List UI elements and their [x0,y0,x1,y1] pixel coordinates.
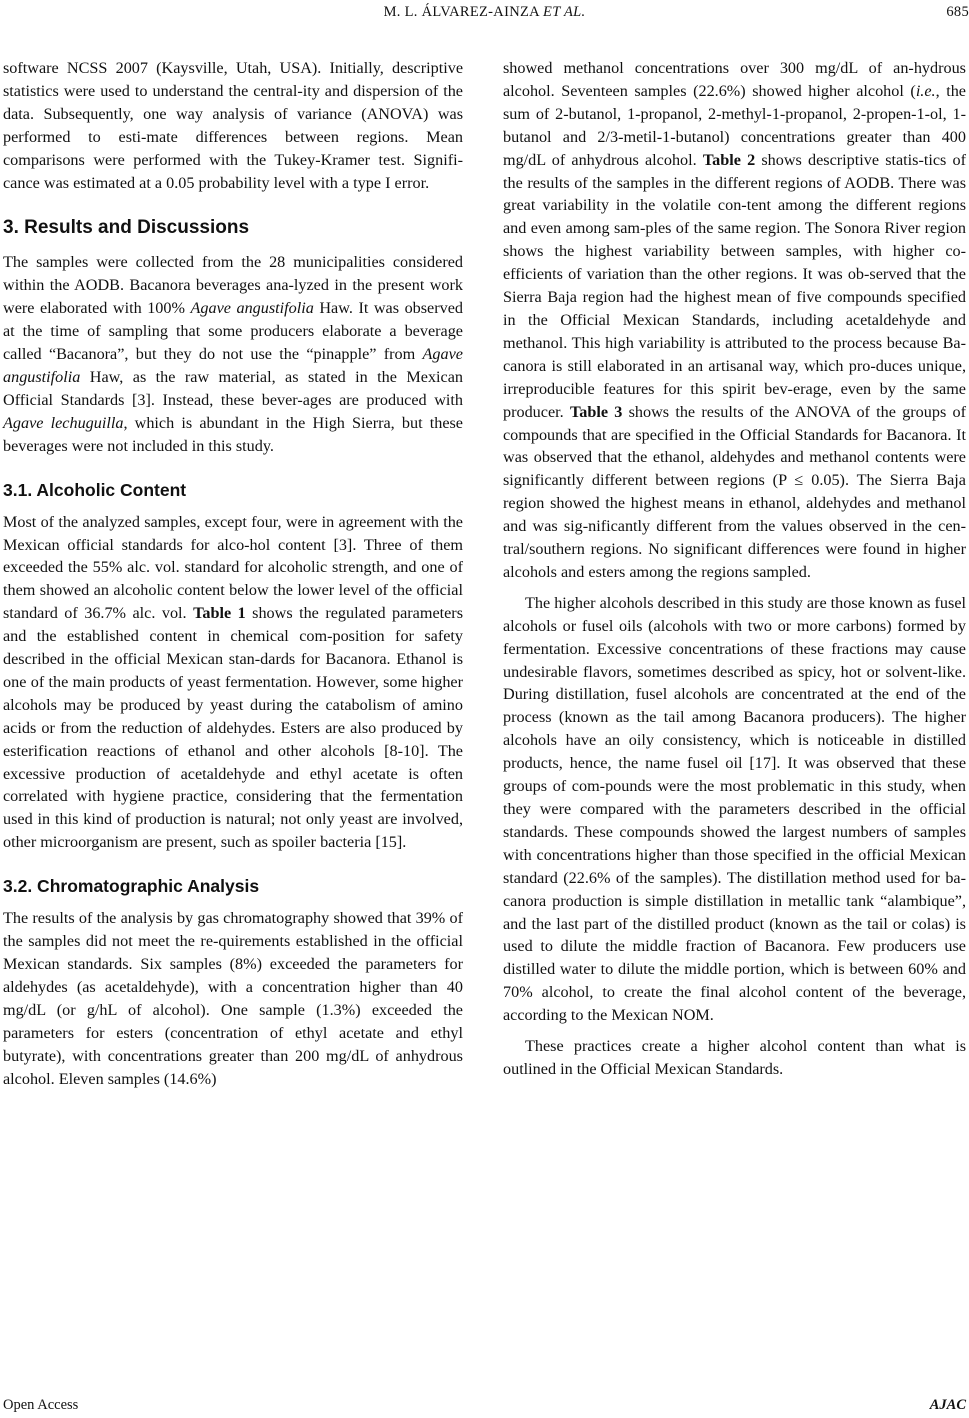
species-name: Agave angustifolia [3,345,463,386]
table-reference: Table 3 [569,402,623,421]
running-header [0,4,969,26]
text-span: shows the regulated parameters and the established content in chemical com-position for safety described in the official Mexican stan-dards for Bacanora. Ethanol is one of the main products of yeast fermentation. However, some higher alcohols may be produced by yeast during the catabolism of amino acids or from the reduction of aldehydes. Esters are also produced by esterification reactions of ethanol and other alcohols [8-10]. The excessive production of acetaldehyde and ethyl acetate is often correlated with hygiene practice, considering that the fermentation used in this kind of production is natural; not only yeast are involved, other microorganism are present, such as spoiler bacteria [15]. [3,604,463,852]
results-intro-paragraph [3,251,463,457]
section-title-results: 3. Results and Discussions [3,217,250,239]
species-name: Agave angustifolia [190,299,314,318]
text-span: , which is abundant in the High Sierra, but these beverages were not included in this study. [3,413,463,455]
text-span: Most of the analyzed samples, except four, were in agreement with the Mexican official standards for alco-hol content [3]. Three of them exceeded the 55% alc. vol. standard for alcoholic strength, and one of them showed an alcoholic content below the lower level of the official standard of 36.7% alc. vol. [3,512,463,623]
page-footer [0,1397,969,1417]
methods-paragraph: software NCSS 2007 (Kaysville, Utah, USA). Initially, descriptive statistics were used to understand the central-ity and dispersion of the data. Subsequently, one way analysis of variance (ANOVA) was performed to esti-mate differences between regions. Mean comparisons were performed with the Tukey-Kramer test. Signifi-cance was estimated at a 0.05 probability level with a type I error. [3,59,463,192]
abbreviation-ie: i.e. [915,81,936,100]
text-span: , the sum of 2-butanol, 1-propanol, 2-methyl-1-propanol, 2-propen-1-ol, 1-butanol and 2/3-metil-1-butanol) concentrations greater than 400 mg/dL of anhydrous alcohol. [503,81,966,169]
header-authors [0,4,969,21]
text-span: showed methanol concentrations over 300 mg/dL of an-hydrous alcohol. Seventeen samples (22.6%) showed higher alcohol ( [503,59,966,100]
species-name: Agave lechuguilla [3,413,124,432]
text-span: shows the results of the ANOVA of the groups of compounds that are specified in the Official Standards for Bacanora. It was observed that the ethanol, aldehydes and methanol contents were significantly different between regions (P ≤ 0.05). The Sierra Baja region showed the highest means in ethanol, aldehydes and methanol and was sig-nificantly different from the values observed in the cen-tral/southern regions. No significant differences were found in higher alcohols and esters among the regions sampled. [503,402,966,581]
journal-abbreviation: AJAC [929,1397,966,1413]
right-column [503,57,966,1081]
page-number: 685 [946,4,969,20]
chromatographic-continued-paragraph [503,57,966,584]
subsection-title-chromatographic: 3.2. Chromatographic Analysis [3,876,260,897]
higher-alcohols-paragraph: The higher alcohols described in this study are those known as fusel alcohols or fusel oils (alcohols with two or more carbons) formed by fermentation. Excessive concentrations of these fractions may cause undesirable flavors, sometimes described as spicy, hot or solvent-like. During distillation, fusel alcohols are concentrated at the end of the process (known as the tail among Bacanora producers). The higher alcohols have an oily consistency, which is noticeable in distilled products, hence, the name fusel oil [17]. It was observed that these groups of com-pounds were the most problematic in this study, when they were compared with the parameters described in the official standards. These compounds showed the largest numbers of samples with concentrations higher than those specified in the official Mexican standard (22.6% of the samples). The distillation method used for ba-canora production is simple distillation in metallic tank “alambique”, and the last part of the distilled product (known as the tail or colas) is used to dilute the middle fraction of Bacanora. Few producers use distilled water to dilute the middle portion, which is between 60% and 70% alcohol, to create the final alcohol content of the beverage, according to the Mexican NOM. [503,593,967,1025]
text-span: Haw. It was observed at the time of sampling that some producers elaborate a beverage called “Bacanora”, but they do not use the “pinapple” from [3,299,464,364]
alcoholic-content-paragraph [3,511,463,855]
header-et-al: ET AL. [543,4,586,20]
subsection-title-alcoholic-content: 3.1. Alcoholic Content [3,479,187,500]
open-access-label: Open Access [3,1397,79,1413]
table-reference: Table 2 [702,150,756,169]
header-author-names: M. L. ÁLVAREZ-AINZA [383,4,540,20]
text-span: Haw, as the raw material, as stated in the Mexican Official Standards [3]. Instead, these bever-ages are produced with [3,367,463,409]
left-column [3,57,463,1090]
text-span: The samples were collected from the 28 municipalities considered within the AODB. Bacanora beverages ana-lyzed in the present work were elaborated with 100% [3,253,463,318]
table-reference: Table 1 [193,604,246,623]
text-span: shows descriptive statis-tics of the results of the samples in the different regions of AODB. There was great variability in the volatile con-tent among the different regions and even among sam-ples of the same region. The Sonora River region shows the highest variability between samples, with higher co-efficients of variation than the other regions. It was ob-served that the Sierra Baja region had the highest mean of five compounds specified in the Official Mexican Standards, including acetaldehyde and methanol. This high variability is attributed to the process because Ba-canora is still elaborated in an artisanal way, which pro-duces unique, irreproducible features for this spirit bev-erage, even by the same producer. [503,150,966,421]
chromatographic-paragraph: The results of the analysis by gas chromatography showed that 39% of the samples did not meet the re-quirements established in the official Mexican standards. Six samples (8%) exceeded the parameters for aldehydes (as acetaldehyde), with a concentration higher than 40 mg/dL (or g/hL of alcohol). One sample (1.3%) exceeded the parameters for esters (concentration of ethyl acetate and ethyl butyrate), with concentrations greater than 200 mg/dL of anhydrous alcohol. Eleven samples (14.6%) [3,909,463,1088]
practices-paragraph: These practices create a higher alcohol content than what is outlined in the Official Mexican Standards. [503,1037,966,1078]
